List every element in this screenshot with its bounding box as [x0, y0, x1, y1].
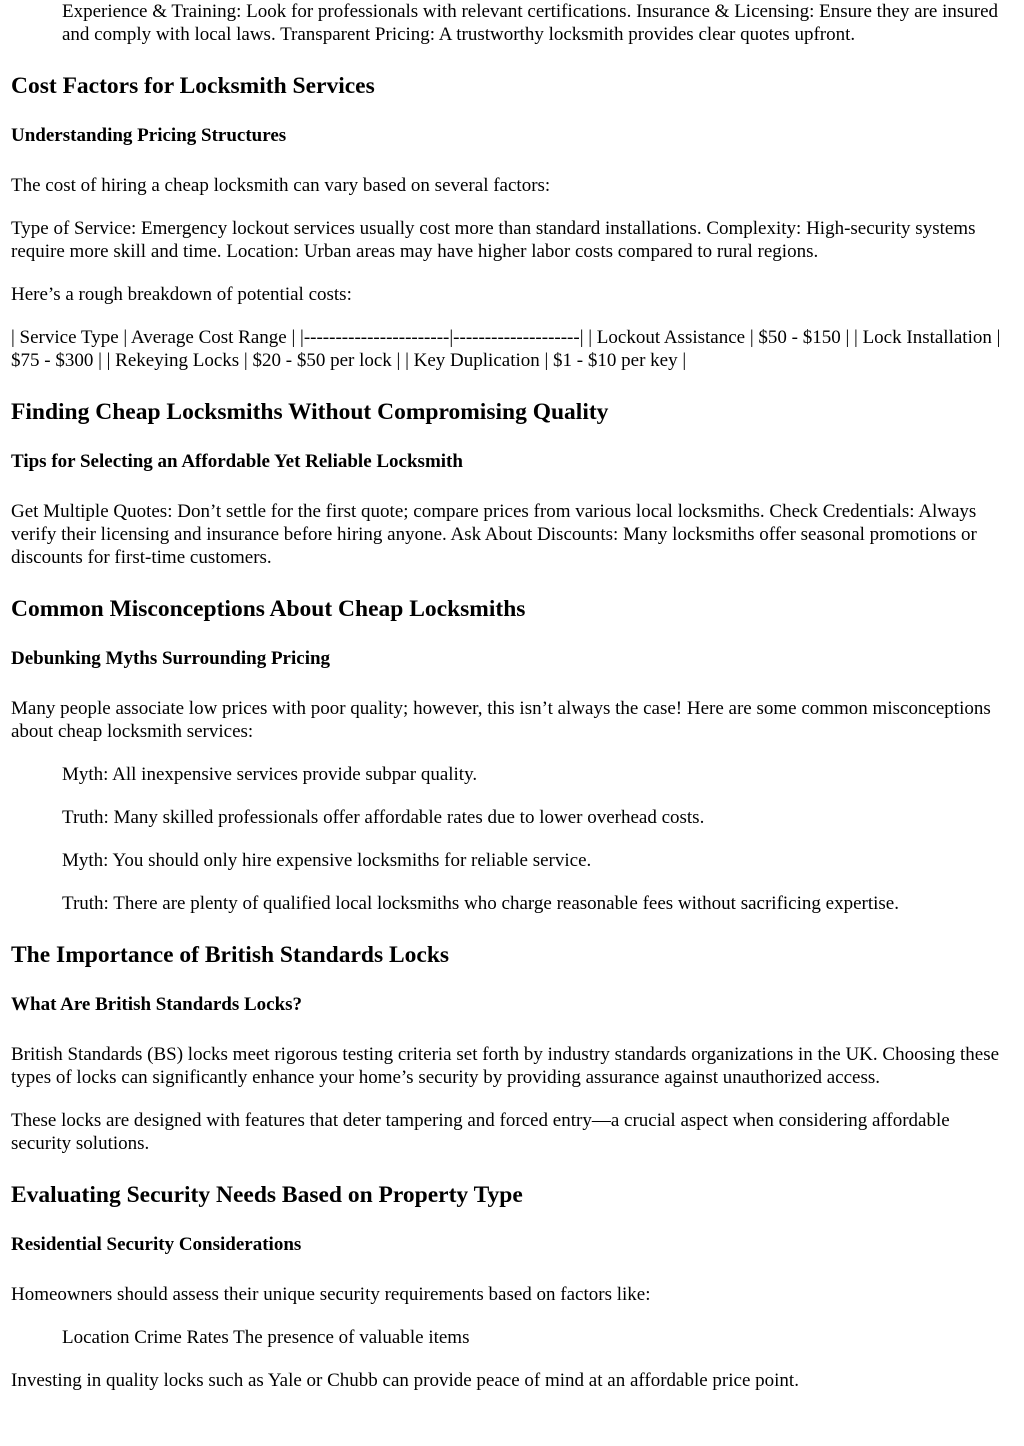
selection-tips-paragraph: Get Multiple Quotes: Don’t settle for the first quote; compare prices from various local locksmiths. Check Credentials: Always verify their licensing and insurance before hiring anyone. Ask About Discounts: Many locksmiths offer seasonal promotions or discounts for first-time customers. — [11, 501, 977, 568]
cost-factors-section — [11, 72, 1013, 372]
debunking-myths-subheading: Debunking Myths Surrounding Pricing — [11, 648, 331, 669]
british-standards-heading: The Importance of British Standards Locks — [11, 942, 450, 968]
misconceptions-intro-paragraph: Many people associate low prices with poor quality; however, this isn’t always the case! Here are some common misconceptions about cheap locksmith services: — [11, 698, 991, 742]
evaluating-security-section — [11, 1181, 1013, 1392]
residential-security-subheading: Residential Security Considerations — [11, 1234, 302, 1255]
misconceptions-section — [11, 595, 1013, 915]
lock-features-paragraph: These locks are designed with features that deter tampering and forced entry—a crucial aspect when considering affordable security solutions. — [11, 1110, 950, 1154]
cost-factors-paragraph: Type of Service: Emergency lockout services usually cost more than standard installations. Complexity: High-security systems require more skill and time. Location: Urban areas may have higher labor costs compared to rural regions. — [11, 218, 976, 262]
finding-locksmiths-section — [11, 398, 1013, 569]
cost-intro-paragraph: The cost of hiring a cheap locksmith can vary based on several factors: — [11, 175, 551, 196]
intro-paragraph: Experience & Training: Look for professionals with relevant certifications. Insurance & Licensing: Ensure they are insured and comply with local laws. Transparent Pricing: A trustworthy locksmith provides clear quotes upfront. — [62, 1, 999, 45]
intro-indented-text — [62, 0, 1013, 46]
quality-locks-paragraph: Investing in quality locks such as Yale or Chubb can provide peace of mind at an affordable price point. — [11, 1370, 799, 1391]
british-standards-section — [11, 941, 1013, 1155]
myth-item: Myth: All inexpensive services provide subpar quality. — [62, 764, 478, 785]
homeowners-paragraph: Homeowners should assess their unique security requirements based on factors like: — [11, 1284, 651, 1305]
british-standards-subheading: What Are British Standards Locks? — [11, 994, 303, 1015]
british-standards-paragraph: British Standards (BS) locks meet rigorous testing criteria set forth by industry standards organizations in the UK. Choosing these types of locks can significantly enhance your home’s security by providing assurance against unauthorized access. — [11, 1044, 1000, 1088]
cost-factors-heading: Cost Factors for Locksmith Services — [11, 73, 375, 99]
evaluating-security-heading: Evaluating Security Needs Based on Property Type — [11, 1182, 523, 1208]
security-factors-item: Location Crime Rates The presence of valuable items — [62, 1327, 470, 1348]
cost-breakdown-raw-table: | Service Type | Average Cost Range | |-----------------------|--------------------| | Lockout Assistance | $50 - $150 | | Lock Installation | $75 - $300 | | Rekeying Locks | $20 - $50 per lock | | Key Duplication | $1 - $10 per key | — [11, 327, 1001, 371]
pricing-structures-subheading: Understanding Pricing Structures — [11, 125, 287, 146]
cost-breakdown-intro: Here’s a rough breakdown of potential costs: — [11, 284, 352, 305]
myth-item: Myth: You should only hire expensive locksmiths for reliable service. — [62, 850, 592, 871]
finding-locksmiths-heading: Finding Cheap Locksmiths Without Compromising Quality — [11, 399, 609, 425]
misconceptions-heading: Common Misconceptions About Cheap Locksmiths — [11, 596, 526, 622]
selection-tips-subheading: Tips for Selecting an Affordable Yet Reliable Locksmith — [11, 451, 463, 472]
truth-item: Truth: There are plenty of qualified local locksmiths who charge reasonable fees without sacrificing expertise. — [62, 893, 899, 914]
truth-item: Truth: Many skilled professionals offer affordable rates due to lower overhead costs. — [62, 807, 705, 828]
